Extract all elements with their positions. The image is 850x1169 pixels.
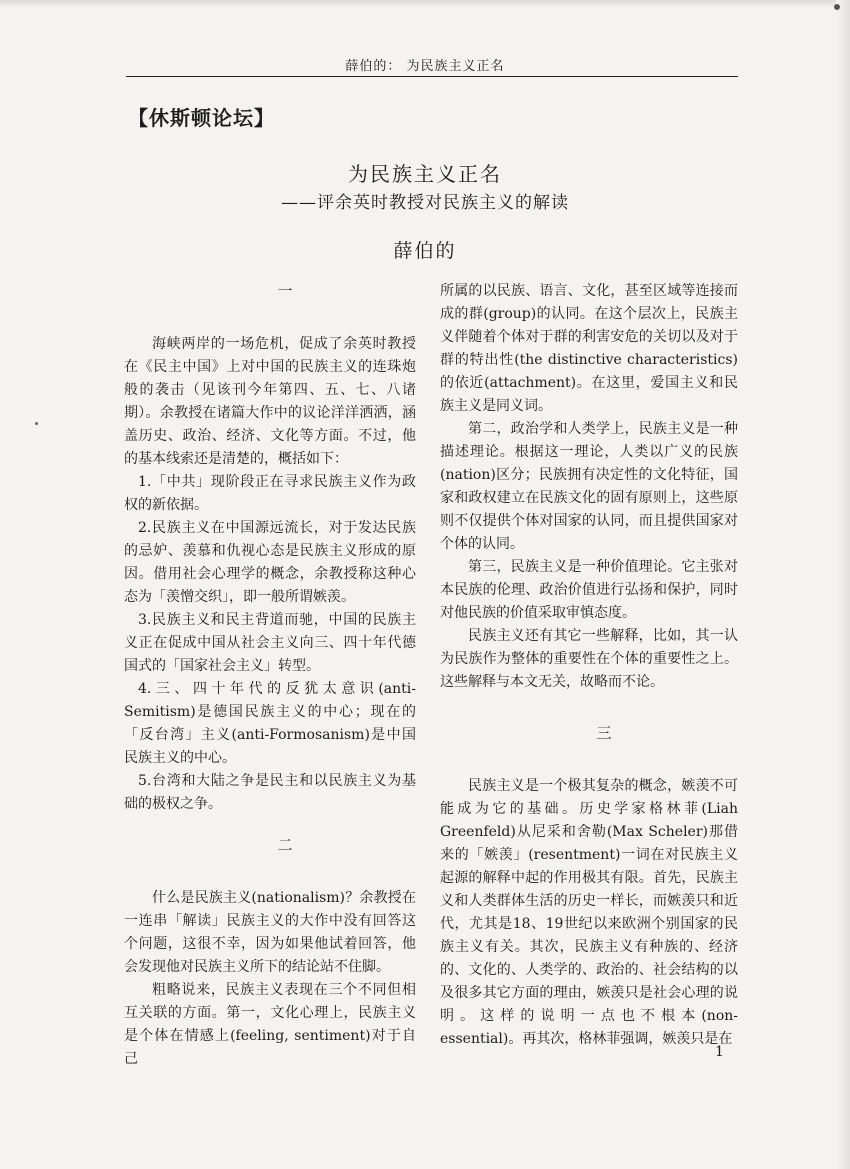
list-item: 5.台湾和大陆之争是民主和以民族主义为基础的极权之争。: [124, 773, 416, 812]
author-name: 薛伯的: [393, 240, 457, 262]
paragraph: 民族主义是一个极其复杂的概念，嫉羡不可能成为它的基础。历史学家格林菲(Liah Greenfeld)从尼采和舍勒(Max Scheler)那借来的「嫉羡」(resentment)一词在对民族主义起源的解释中起的作用极其有限。首先，民族主义和人类群体生活的历史一样长，而嫉羡只和近代，尤其是18、19世纪以来欧洲个别国家的民族主义有关。其次，民族主义有种族的、经济的、文化的、人类学的、政治的、社会结构的以及很多其它方面的理由，嫉羡只是社会心理的说明。这样的说明一点也不根本(non-essential)。再其次，格林菲强调，嫉羡只是在: [440, 778, 738, 1047]
list-item: 2.民族主义在中国源远流长，对于发达民族的忌妒、羡慕和仇视心态是民族主义形成的原因。借用社会心理学的概念，余教授称这种心态为「羡憎交织」，即一般所谓嫉羡。: [124, 520, 416, 605]
list-item: 4.三、四十年代的反犹太意识(anti-Semitism)是德国民族主义的中心；现在的「反台湾」主义(anti-Formosanism)是中国民族主义的中心。: [124, 681, 416, 766]
spacer: [124, 816, 416, 834]
left-column: [124, 280, 416, 1071]
header-rule: [126, 76, 738, 77]
page-number: 1: [715, 1044, 724, 1060]
section-heading-two: 二: [277, 836, 293, 854]
scan-speck: [35, 422, 38, 425]
running-header: 薛伯的： 为民族主义正名: [345, 59, 505, 74]
spacer: [124, 303, 416, 333]
scan-shadow-top: [0, 0, 850, 8]
paragraph: 第三，民族主义是一种价值理论。它主张对本民族的伦理、政治价值进行弘扬和保护，同时对他民族的价值采取审慎态度。: [440, 559, 738, 621]
section-heading-one: 一: [277, 282, 293, 300]
list-item: 3.民族主义和民主背道而驰，中国的民族主义正在促成中国从社会主义向三、四十年代德国式的「国家社会主义」转型。: [124, 612, 416, 674]
list-item: 1.「中共」现阶段正在寻求民族主义作为政权的新依据。: [124, 474, 416, 513]
right-column: [440, 280, 738, 1051]
paragraph: 粗略说来，民族主义表现在三个不同但相互关联的方面。第一，文化心理上，民族主义是个体在情感上(feeling, sentiment)对于自己: [124, 982, 416, 1067]
forum-tag: 【休斯顿论坛】: [128, 106, 275, 130]
paragraph: 什么是民族主义(nationalism)？余教授在一连串「解读」民族主义的大作中没有回答这个问题，这很不幸，因为如果他试着回答，他会发现他对民族主义所下的结论站不住脚。: [124, 890, 416, 975]
paragraph: 所属的以民族、语言、文化，甚至区域等连接而成的群(group)的认同。在这个层次上，民族主义伴随着个体对于群的利害安危的关切以及对于群的特出性(the distinctive characteristics)的依近(attachment)。在这里，爱国主义和民族主义是同义词。: [440, 283, 738, 414]
paragraph: 第二，政治学和人类学上，民族主义是一种描述理论。根据这一理论，人类以广义的民族(nation)区分；民族拥有决定性的文化特征，国家和政权建立在民族文化的固有原则上，这些原则不仅提供个体对国家的认同，而且提供国家对个体的认同。: [440, 421, 738, 552]
spacer: [440, 694, 738, 722]
article-subtitle: ——评余英时教授对民族主义的解读: [281, 193, 569, 213]
paragraph: 海峡两岸的一场危机，促成了余英时教授在《民主中国》上对中国的民族主义的连珠炮般的袭击（见该刊今年第四、五、七、八诸期）。余教授在诸篇大作中的议论洋洋洒洒，涵盖历史、政治、经济、文化等方面。不过，他的基本线索还是清楚的，概括如下：: [124, 336, 416, 467]
scan-speck: [834, 4, 840, 10]
spacer: [124, 857, 416, 887]
section-heading-three: 三: [596, 724, 612, 742]
article-title: 为民族主义正名: [348, 162, 502, 186]
paragraph: 民族主义还有其它一些解释，比如，其一认为民族作为整体的重要性在个体的重要性之上。这些解释与本文无关，故略而不论。: [440, 628, 738, 690]
spacer: [440, 745, 738, 775]
